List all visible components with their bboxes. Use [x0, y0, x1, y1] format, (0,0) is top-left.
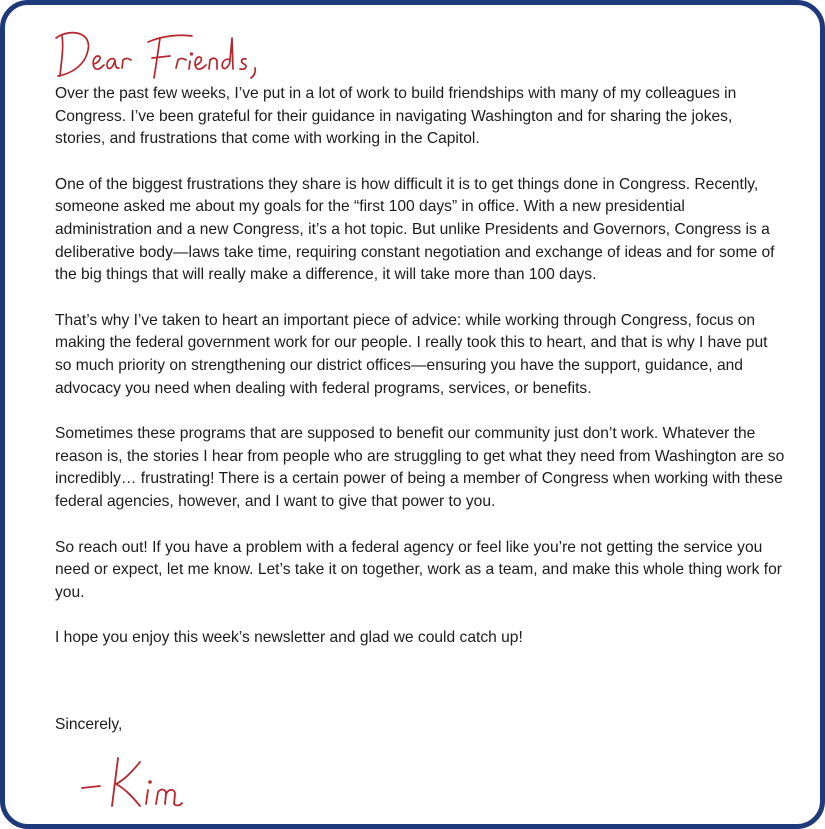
paragraph-6: I hope you enjoy this week’s newsletter and glad we could catch up! [55, 629, 523, 647]
closing-text: Sincerely, [55, 716, 123, 733]
greeting-handwritten [52, 14, 292, 84]
paragraph-5: So reach out! If you have a problem with a federal agency or feel like you’re not getting the service you need or expect, let me know. Let’s take it on together, work as a team, and make this whole thing work for you. [55, 538, 782, 601]
paragraph-3: That’s why I’ve taken to heart an important piece of advice: while working through Congress, focus on making the federal government work for our people. I really took this to heart, and that is why I have put so much priority on strengthening our district offices—ensuring you have the support, guidance, and advocacy you need when dealing with federal programs, services, or benefits. [55, 311, 768, 397]
paragraph-4: Sometimes these programs that are supposed to benefit our community just don’t work. Whatever the reason is, the stories I hear from people who are struggling to get what they need from Washington are so incredibly… frustrating! There is a certain power of being a member of Congress when working with these federal agencies, however, and I want to give that power to you. [55, 425, 785, 510]
signature-handwritten [78, 748, 208, 814]
paragraph-1: Over the past few weeks, I’ve put in a lot of work to build friendships with many of my colleagues in Congress. I’ve been grateful for their guidance in navigating Washington and for sharing the jokes, stories, and frustrations that come with working in the Capitol. [55, 85, 737, 148]
paragraph-2: One of the biggest frustrations they share is how difficult it is to get things done in Congress. Recently, someone asked me about my goals for the “first 100 days” in office. With a new presidential administration and a new Congress, it’s a hot topic. But unlike Presidents and Governors, Congress is a deliberative body—laws take time, requiring constant negotiation and exchange of ideas and for some of the big things that will really make a difference, it will take more than 100 days. [55, 175, 775, 284]
letter-body [55, 83, 785, 673]
